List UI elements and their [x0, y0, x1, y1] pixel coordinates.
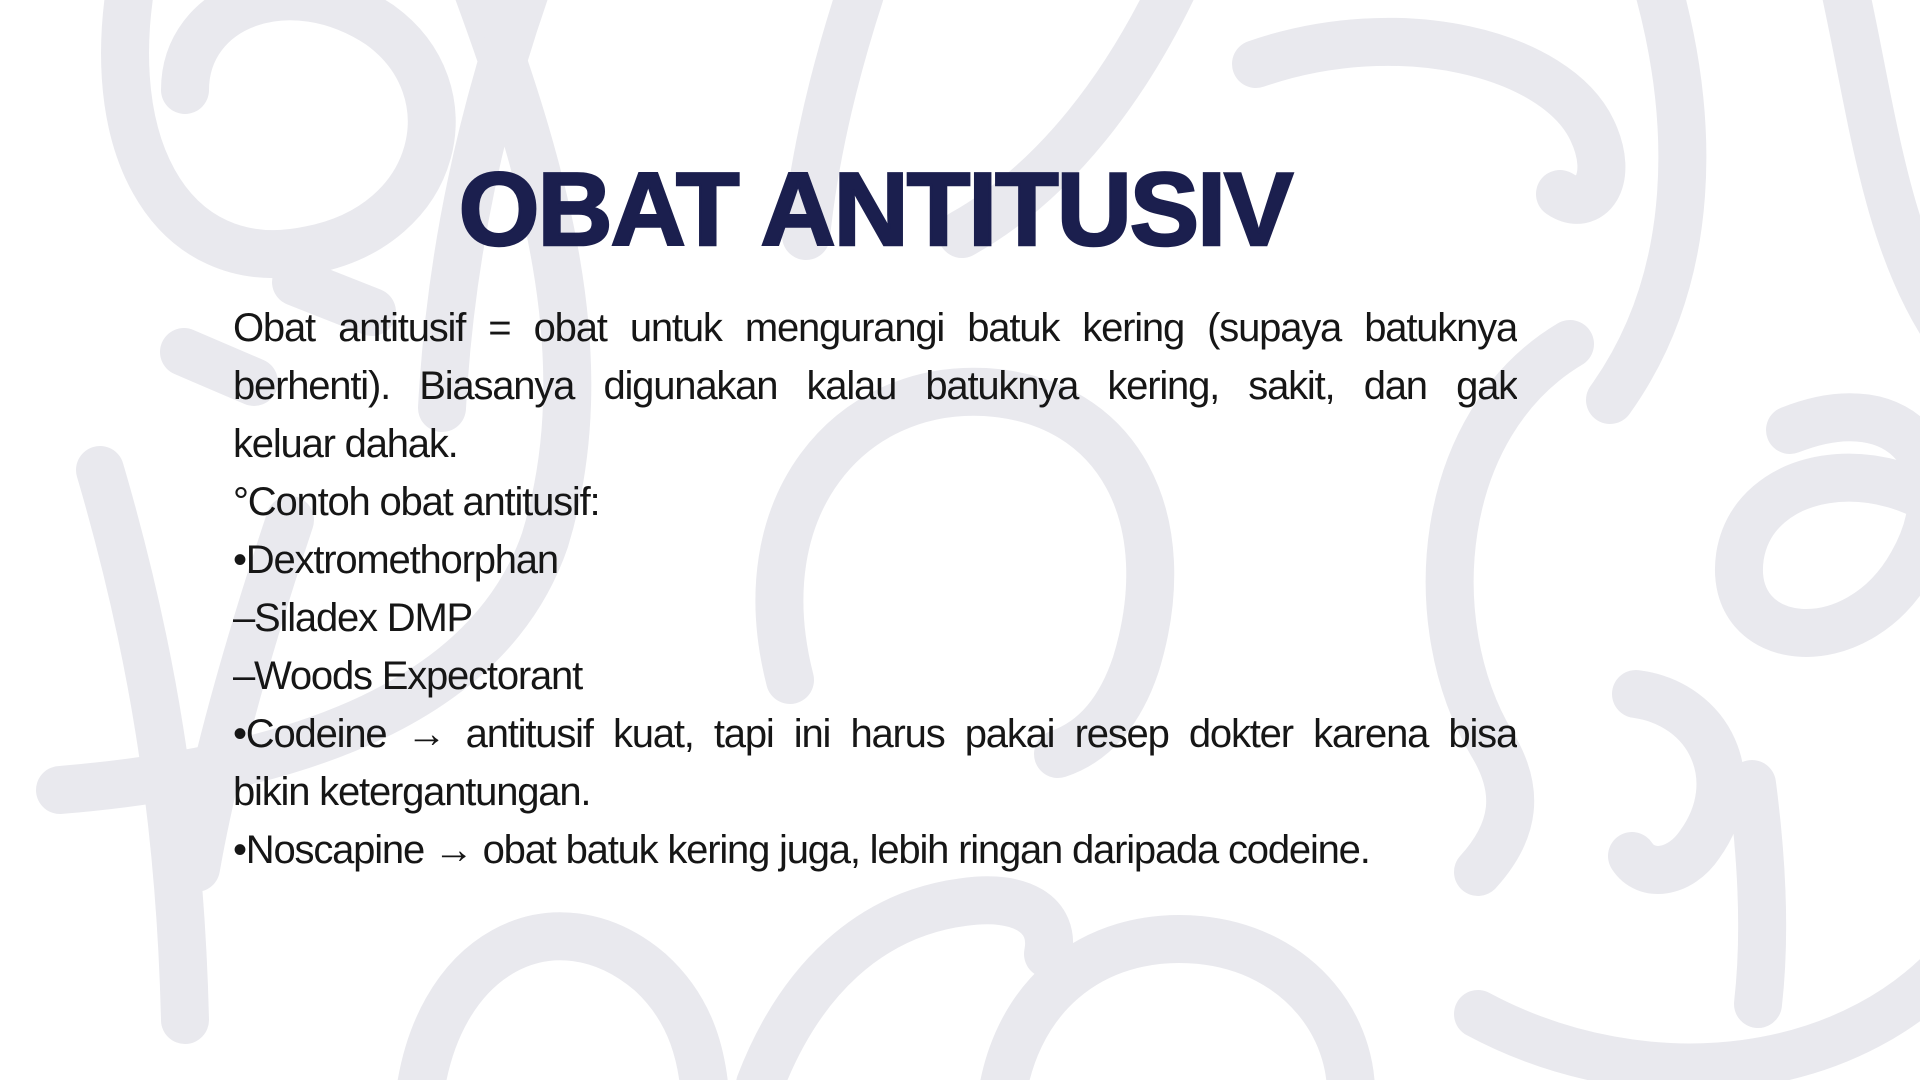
doodle-paren-right [1610, 0, 1682, 400]
body-line: –Woods Expectorant [233, 654, 582, 698]
doodle-bowl-bottom-right [1478, 944, 1920, 1067]
doodle-arch-bottom [418, 936, 706, 1080]
page-title: OBAT ANTITUSIV [458, 151, 1292, 268]
body-line: bikin ketergantungan. [233, 770, 591, 814]
doodle-tick-bottom-right [1752, 784, 1762, 1004]
doodle-bowl-bottom-mid [1000, 939, 1351, 1080]
body-line: –Siladex DMP [233, 596, 473, 640]
doodle-line-left-a [100, 470, 185, 1020]
body-line: °Contoh obat antitusif: [233, 480, 600, 524]
body-line: •Codeine → antitusif kuat, tapi ini harus pakai resep dokter karena bisa [233, 712, 1517, 756]
doodle-hook-right [1632, 694, 1720, 870]
body-line: •Noscapine → obat batuk kering juga, lebih ringan daripada codeine. [233, 828, 1370, 872]
doodle-curve-far-right [1836, 0, 1920, 330]
body-line: Obat antitusif = obat untuk mengurangi batuk kering (supaya batuknya [233, 306, 1517, 350]
body-line: keluar dahak. [233, 422, 458, 466]
body-line: berhenti). Biasanya digunakan kalau batuknya kering, sakit, dan gak [233, 364, 1517, 408]
doodle-loop-right [1739, 417, 1920, 633]
body-line: •Dextromethorphan [233, 538, 558, 582]
slide-body [233, 299, 1517, 879]
